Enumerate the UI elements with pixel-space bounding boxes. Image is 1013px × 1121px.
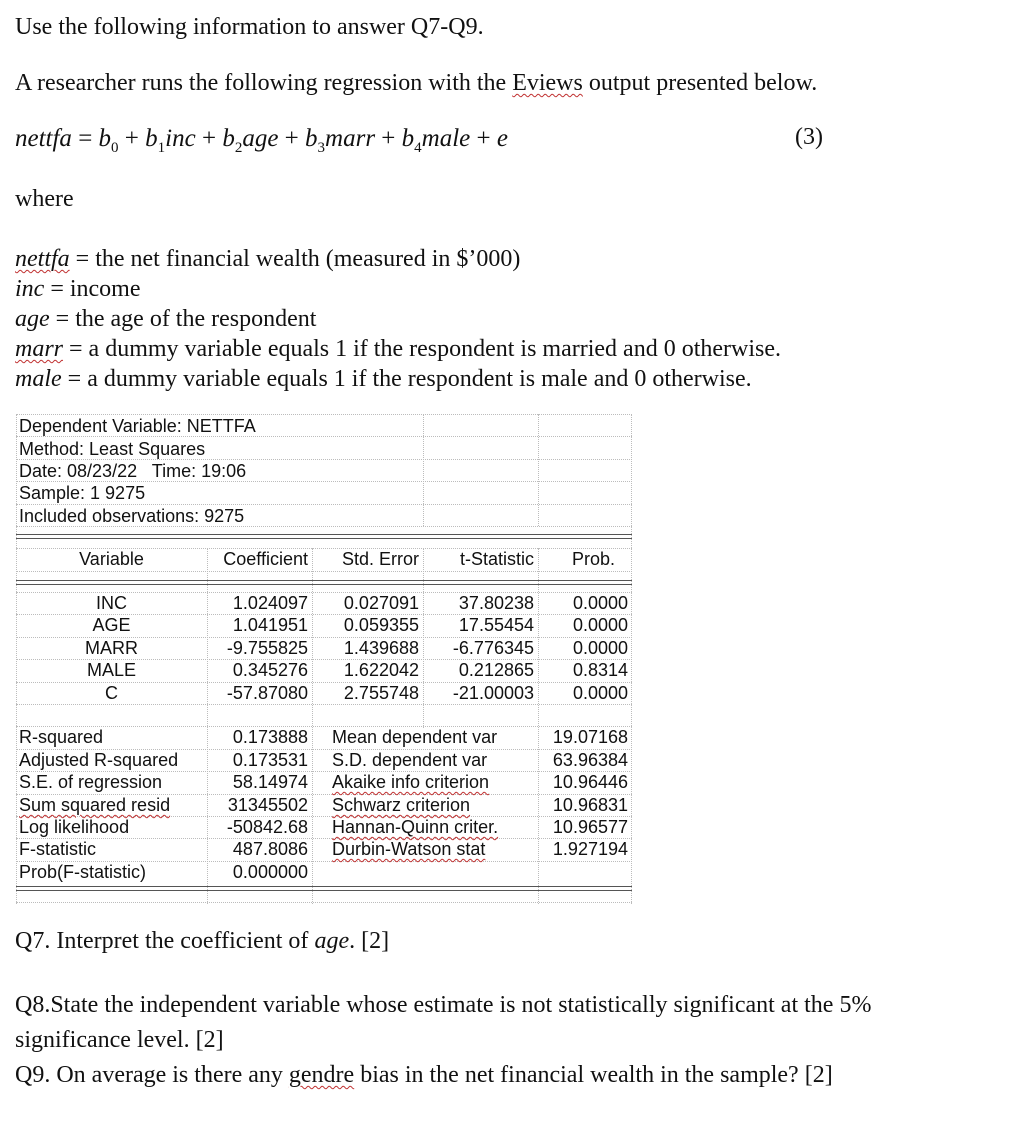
row-variable: AGE (92, 615, 131, 635)
row-coefficient: 1.041951 (232, 615, 308, 635)
column-header-t-statistic: t-Statistic (459, 549, 534, 569)
row-variable: INC (96, 593, 127, 613)
definition-inc: inc = income (15, 276, 141, 302)
stat-label: F-statistic (19, 839, 97, 859)
row-std-error: 0.059355 (343, 615, 419, 635)
row-coefficient: 1.024097 (232, 593, 308, 613)
row-prob: 0.0000 (572, 593, 628, 613)
question-8-line-1: Q8.State the independent variable whose estimate is not statistically significant at the 5% (15, 992, 872, 1018)
intro-text: Use the following information to answer Q7-Q9. (15, 14, 484, 40)
where-label: where (15, 186, 74, 212)
stat-label: Adjusted R-squared (19, 750, 179, 770)
definition-nettfa: nettfa = the net financial wealth (measured in $’000) (15, 246, 521, 272)
stat-label: Mean dependent var (332, 727, 498, 747)
row-t-statistic: 37.80238 (458, 593, 534, 613)
definition-age: age = the age of the respondent (15, 306, 317, 332)
stat-value: 10.96577 (552, 817, 628, 837)
row-t-statistic: 17.55454 (458, 615, 534, 635)
question-7: Q7. Interpret the coefficient of age. [2] (15, 928, 390, 954)
stat-label: S.E. of regression (19, 772, 163, 792)
stat-label: Prob(F-statistic) (19, 862, 147, 882)
header-date: Date: 08/23/22 Time: 19:06 (19, 461, 247, 481)
column-header-prob: Prob. (571, 549, 615, 569)
stat-value: 19.07168 (552, 727, 628, 747)
row-variable: MARR (85, 638, 138, 658)
header-method: Method: Least Squares (19, 439, 206, 459)
row-prob: 0.0000 (572, 683, 628, 703)
column-header-std-error: Std. Error (341, 549, 419, 569)
row-std-error: 1.622042 (343, 660, 419, 680)
row-variable: C (105, 683, 118, 703)
stat-label: Akaike info criterion (332, 772, 490, 792)
row-t-statistic: 0.212865 (458, 660, 534, 680)
definition-male: male = a dummy variable equals 1 if the respondent is male and 0 otherwise. (15, 366, 752, 392)
eviews-output-table (16, 414, 632, 904)
header-sample: Sample: 1 9275 (19, 483, 146, 503)
row-std-error: 2.755748 (343, 683, 419, 703)
stat-value: -50842.68 (226, 817, 308, 837)
stat-label: Schwarz criterion (332, 795, 471, 815)
eviews-word: Eviews (512, 70, 583, 96)
stat-value: 0.173888 (232, 727, 308, 747)
row-prob: 0.8314 (572, 660, 628, 680)
question-8-line-2: significance level. [2] (15, 1027, 224, 1053)
column-header-variable: Variable (79, 549, 144, 569)
column-header-coefficient: Coefficient (223, 549, 308, 569)
stat-label: Durbin-Watson stat (332, 839, 486, 859)
row-coefficient: -9.755825 (226, 638, 308, 658)
stat-value: 10.96831 (552, 795, 628, 815)
row-coefficient: 0.345276 (232, 660, 308, 680)
stat-label: Hannan-Quinn criter. (332, 817, 499, 837)
row-std-error: 0.027091 (343, 593, 419, 613)
stat-label: Sum squared resid (19, 795, 171, 815)
equation-number: (3) (795, 124, 823, 150)
gendre-word: gendre (288, 1062, 355, 1088)
stat-label: Log likelihood (19, 817, 130, 837)
row-prob: 0.0000 (572, 638, 628, 658)
row-variable: MALE (86, 660, 137, 680)
stat-label: R-squared (19, 727, 104, 747)
row-t-statistic: -21.00003 (452, 683, 534, 703)
row-std-error: 1.439688 (343, 638, 419, 658)
definition-marr: marr = a dummy variable equals 1 if the respondent is married and 0 otherwise. (15, 336, 782, 362)
stat-value: 487.8086 (232, 839, 308, 859)
header-observations: Included observations: 9275 (19, 506, 245, 526)
stat-value: 58.14974 (232, 772, 308, 792)
lead-text: A researcher runs the following regression with the Eviews output presented below. (15, 70, 818, 96)
stat-label: S.D. dependent var (332, 750, 488, 770)
regression-equation: nettfa = $b_0 + b_1inc + b_2age$ + $b_3marr$ + $b_4male + e$ (15, 125, 508, 156)
stat-value: 31345502 (227, 795, 308, 815)
row-t-statistic: -6.776345 (452, 638, 534, 658)
stat-value: 0.173531 (232, 750, 308, 770)
row-prob: 0.0000 (572, 615, 628, 635)
stat-value: 1.927194 (552, 839, 628, 859)
header-dependent-variable: Dependent Variable: NETTFA (19, 416, 256, 436)
stat-value: 0.000000 (232, 862, 308, 882)
question-9: Q9. On average is there any gendre bias in the net financial wealth in the sample? [2] (15, 1062, 833, 1088)
stat-value: 63.96384 (552, 750, 628, 770)
row-coefficient: -57.87080 (226, 683, 308, 703)
stat-value: 10.96446 (552, 772, 628, 792)
